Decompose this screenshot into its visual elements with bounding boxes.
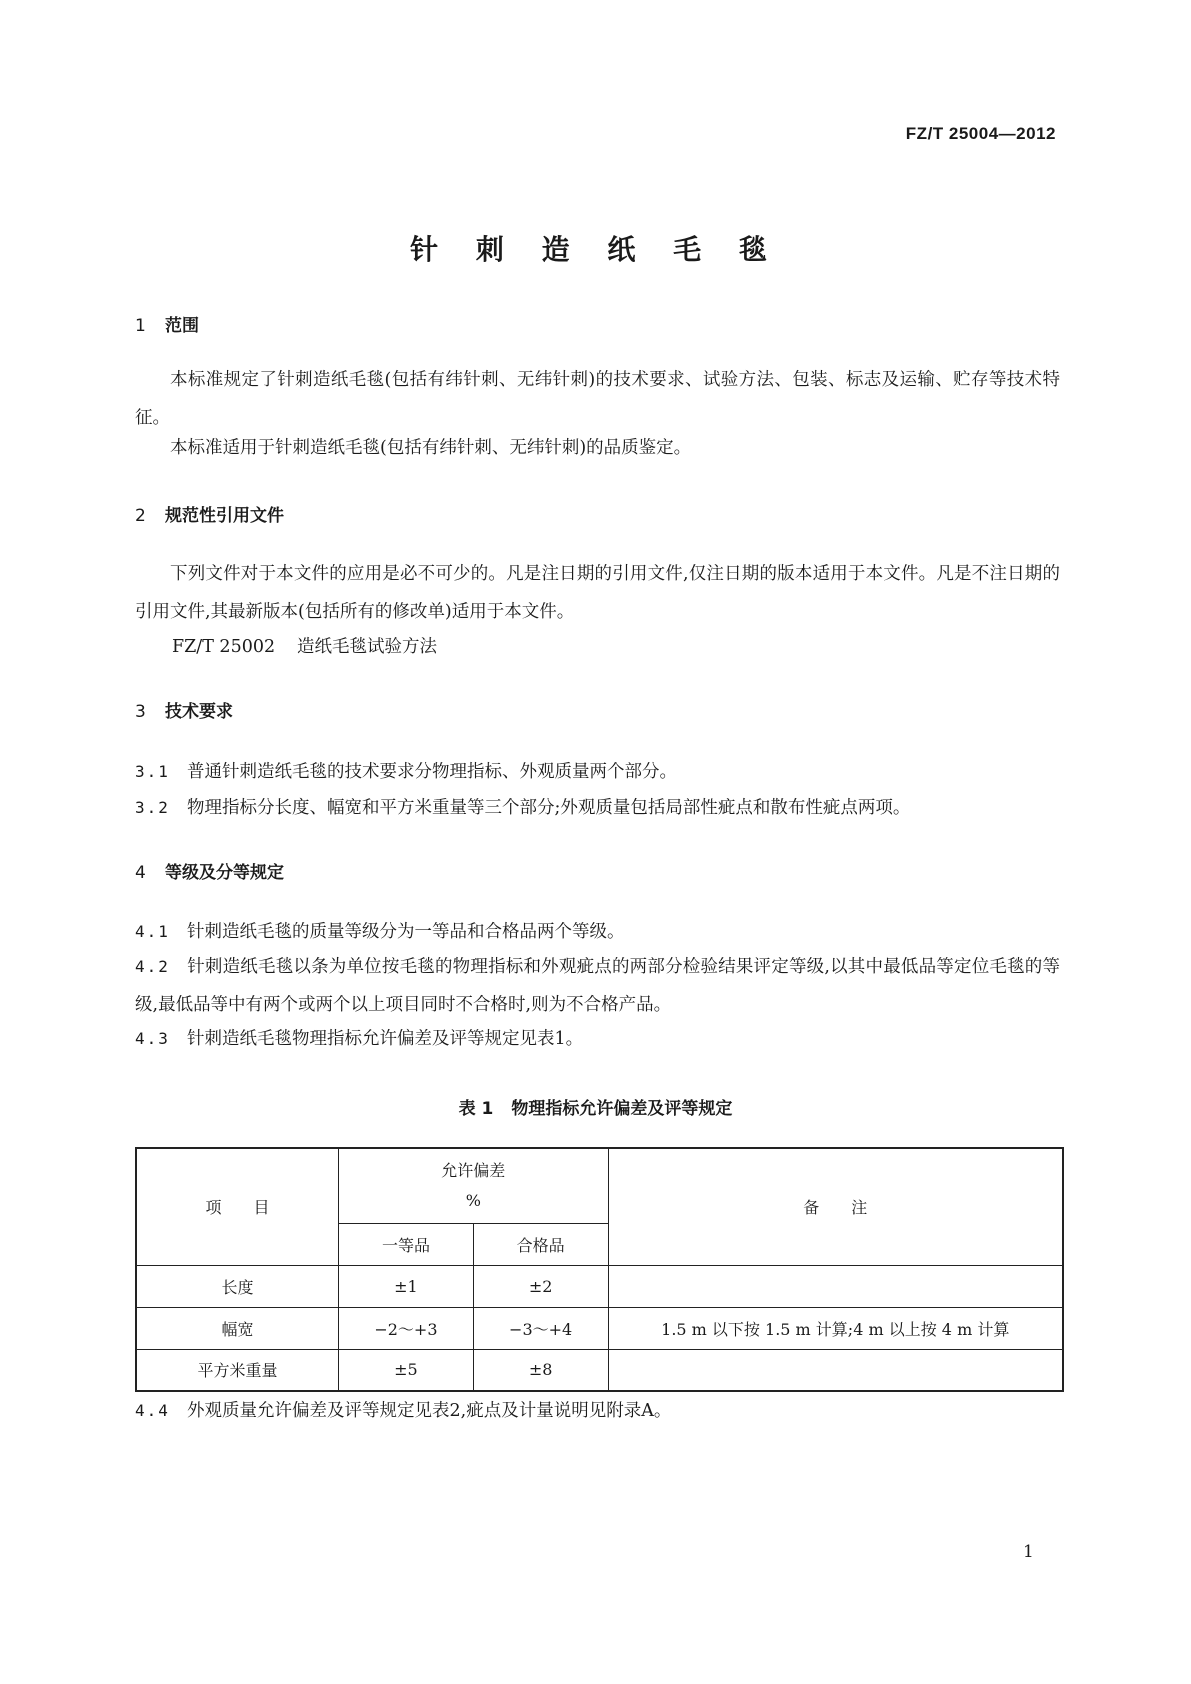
cell-item: 长度: [136, 1265, 339, 1307]
clause-number: 4.3: [135, 1029, 170, 1048]
reference-entry: [172, 633, 437, 658]
clause-3-2: [135, 789, 1060, 827]
cell-first-grade: −2～+3: [339, 1307, 474, 1349]
clause-number: 4.4: [135, 1401, 170, 1420]
table-header-row: [136, 1148, 1063, 1223]
clause-number: 3.1: [135, 762, 170, 781]
paragraph: 本标准规定了针刺造纸毛毯(包括有纬针刺、无纬针刺)的技术要求、试验方法、包装、标志及运输、贮存等技术特征。: [135, 370, 1060, 428]
cell-remark: [608, 1349, 1063, 1391]
section-heading-scope: [135, 311, 199, 336]
clause-number: 4.2: [135, 957, 170, 976]
header-tolerance-label: 允许偏差: [441, 1160, 506, 1180]
cell-first-grade: ±1: [339, 1265, 474, 1307]
cell-remark: [608, 1265, 1063, 1307]
section-title: 规范性引用文件: [165, 506, 284, 526]
section-heading-technical-requirements: [135, 697, 233, 722]
header-item: 项 目: [136, 1148, 339, 1265]
cell-remark: 1.5 m 以下按 1.5 m 计算;4 m 以上按 4 m 计算: [608, 1307, 1063, 1349]
cell-item: 平方米重量: [136, 1349, 339, 1391]
section-heading-normative-references: [135, 501, 284, 526]
physical-index-table: [135, 1147, 1064, 1392]
table-number: 表 1: [458, 1099, 494, 1119]
clause-text: 普通针刺造纸毛毯的技术要求分物理指标、外观质量两个部分。: [187, 762, 677, 782]
paragraph: 下列文件对于本文件的应用是必不可少的。凡是注日期的引用文件,仅注日期的版本适用于本文件。凡是不注日期的引用文件,其最新版本(包括所有的修改单)适用于本文件。: [135, 564, 1060, 622]
document-title: 针 刺 造 纸 毛 毯: [410, 233, 781, 266]
header-tolerance-unit: %: [465, 1190, 481, 1210]
standard-code: FZ/T 25004—2012: [905, 124, 1056, 143]
paragraph: 本标准适用于针刺造纸毛毯(包括有纬针刺、无纬针刺)的品质鉴定。: [170, 438, 692, 458]
header-tolerance: [339, 1148, 608, 1223]
clause-4-2: [135, 948, 1060, 1024]
reference-title: 造纸毛毯试验方法: [297, 637, 437, 657]
header-remark: 备 注: [608, 1148, 1063, 1265]
table-row: [136, 1265, 1063, 1307]
table-row: [136, 1307, 1063, 1349]
clause-number: 3.2: [135, 798, 170, 817]
section-title: 范围: [165, 316, 199, 336]
clause-text: 物理指标分长度、幅宽和平方米重量等三个部分;外观质量包括局部性疵点和散布性疵点两项。: [187, 798, 911, 818]
clause-4-1: [135, 913, 1060, 951]
section-number: 2: [135, 506, 146, 526]
section-title: 等级及分等规定: [165, 863, 284, 883]
cell-item: 幅宽: [136, 1307, 339, 1349]
section-number: 4: [135, 863, 146, 883]
page-number: 1: [1023, 1542, 1034, 1562]
clause-4-4: [135, 1392, 1060, 1430]
cell-qualified: ±2: [473, 1265, 608, 1307]
clause-text: 针刺造纸毛毯以条为单位按毛毯的物理指标和外观疵点的两部分检验结果评定等级,以其中最低品等定位毛毯的等级,最低品等中有两个或两个以上项目同时不合格时,则为不合格产品。: [135, 957, 1060, 1015]
clause-number: 4.1: [135, 922, 170, 941]
clause-text: 针刺造纸毛毯物理指标允许偏差及评等规定见表1。: [187, 1029, 584, 1049]
section-heading-grading: [135, 858, 284, 883]
cell-first-grade: ±5: [339, 1349, 474, 1391]
section-title: 技术要求: [165, 702, 233, 722]
table-caption: [0, 1094, 1191, 1119]
section-number: 3: [135, 702, 146, 722]
header-qualified: 合格品: [473, 1223, 608, 1265]
table-row: [136, 1349, 1063, 1391]
clause-4-3: [135, 1020, 1060, 1058]
reference-code: FZ/T 25002: [172, 637, 276, 657]
cell-qualified: ±8: [473, 1349, 608, 1391]
header-first-grade: 一等品: [339, 1223, 474, 1265]
table-title: 物理指标允许偏差及评等规定: [511, 1099, 733, 1119]
clause-3-1: [135, 753, 1060, 791]
clause-text: 针刺造纸毛毯的质量等级分为一等品和合格品两个等级。: [187, 922, 625, 942]
section-number: 1: [135, 316, 146, 336]
cell-qualified: −3～+4: [473, 1307, 608, 1349]
clause-text: 外观质量允许偏差及评等规定见表2,疵点及计量说明见附录A。: [187, 1401, 672, 1421]
